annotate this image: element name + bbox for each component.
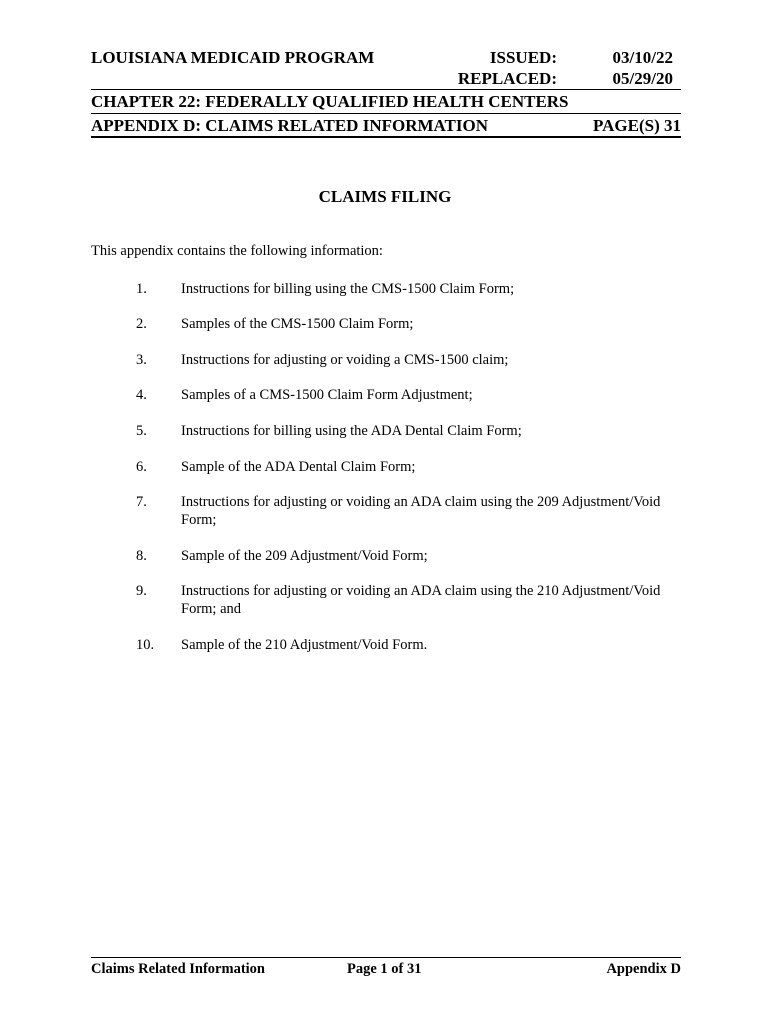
intro-text: This appendix contains the following information: [91,243,383,259]
appendix-title: APPENDIX D: CLAIMS RELATED INFORMATION [91,116,488,135]
list-text: Samples of the CMS-1500 Claim Form; [181,316,414,332]
header-divider [91,89,681,90]
list-text: Instructions for billing using the ADA Dental Claim Form; [181,423,522,439]
replaced-label: REPLACED: [457,69,557,88]
list-text: Instructions for adjusting or voiding a CMS-1500 claim; [181,352,509,368]
header-divider [91,136,681,138]
footer-section: Claims Related Information [91,961,265,977]
list-number: 4. [136,387,147,403]
program-name: LOUISIANA MEDICAID PROGRAM [91,48,375,67]
list-text: Sample of the 210 Adjustment/Void Form. [181,637,428,653]
issued-label: ISSUED: [489,48,557,67]
chapter-title: CHAPTER 22: FEDERALLY QUALIFIED HEALTH CENTERS [91,92,569,111]
list-number: 5. [136,423,147,439]
footer-appendix: Appendix D [606,961,681,977]
header-divider [91,113,681,114]
list-number: 9. [136,583,147,599]
footer-divider [91,957,681,958]
header-row-issued [91,48,681,68]
list-number: 7. [136,494,147,510]
list-text: Sample of the ADA Dental Claim Form; [181,459,416,475]
header-row-chapter [91,92,681,112]
page-count: PAGE(S) 31 [593,116,681,135]
list-text: Samples of a CMS-1500 Claim Form Adjustment; [181,387,473,403]
list-number: 1. [136,281,147,297]
list-number: 6. [136,459,147,475]
footer-page-number: Page 1 of 31 [347,961,422,977]
list-text: Instructions for billing using the CMS-1500 Claim Form; [181,281,515,297]
issued-date: 03/10/22 [612,48,673,67]
list-number: 2. [136,316,147,332]
list-number: 3. [136,352,147,368]
list-number: 8. [136,548,147,564]
list-text: Sample of the 209 Adjustment/Void Form; [181,548,428,564]
list-text: Instructions for adjusting or voiding an ADA claim using the 209 Adjustment/Void Form; [181,494,661,528]
list-number: 10. [136,637,155,653]
replaced-date: 05/29/20 [612,69,673,88]
list-text: Instructions for adjusting or voiding an ADA claim using the 210 Adjustment/Void Form; and [181,583,661,617]
section-title: CLAIMS FILING [318,187,452,206]
header-row-appendix [91,116,681,136]
